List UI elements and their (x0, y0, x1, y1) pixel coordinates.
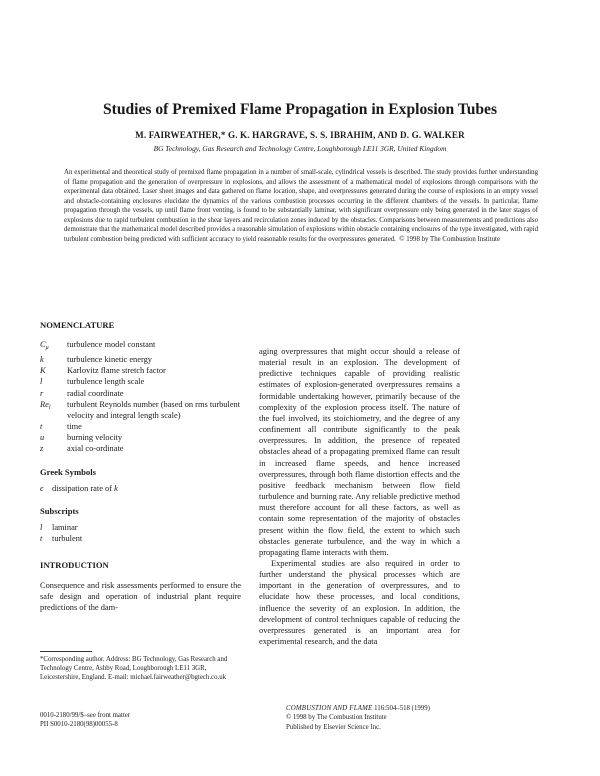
author-affiliation: BG Technology, Gas Research and Technology Centre, Loughborough LE11 3GR, United Kingdom (153, 144, 447, 153)
abstract-text: An experimental and theoretical study of premixed flame propagation in a number of small-scale, cylindrical vessels is described. The study provides further understanding of flame propagation and the generation of overpressure in explosions, and allows the assessment of a mathematical model of explosions through comparisons with the experimental data obtained. Laser sheet images and data gathered on flame location, shape, and overpressures generated during the course of explosions in an empty vessel and obstacle-containing enclosures elucidate the dynamics of the various combustion processes occurring in the different chambers of the vessels. In particular, flame propagation through the vessels, up until flame front venting, is found to be substantially laminar, with significant overpressure only being generated in the later stages of explosions due to rapid turbulent combustion in the shear layers and recirculation zones induced by the obstacles. Comparisons between measurements and predictions also demonstrate that the mathematical model described provides a reasonable simulation of explosions within obstacle containing enclosures of the type investigated, with rapid turbulent combustion being predicted with sufficient accuracy to yield reasonable results for the overpressures generated. (64, 169, 538, 243)
greek-symbol-item (40, 483, 266, 494)
front-matter-info (40, 712, 250, 730)
journal-copyright: © 1998 by The Combustion Institute (286, 714, 387, 722)
issn-line: 0010-2180/99/$–see front matter (40, 712, 131, 719)
nomenclature-definition: turbulent Reynolds number (based on rms turbulent velocity and integral length scale) (67, 399, 241, 420)
journal-volume-pages: 116:504–518 (1999) (374, 705, 430, 712)
nomenclature-symbol: l (40, 377, 43, 387)
author-list: M. FAIRWEATHER,* G. K. HARGRAVE, S. S. IBRAHIM, AND D. G. WALKER (135, 130, 465, 140)
nomenclature-list (40, 339, 266, 455)
subscript-definition: laminar (52, 522, 78, 532)
introduction-heading: INTRODUCTION (40, 560, 109, 571)
journal-name: COMBUSTION AND FLAME (286, 705, 373, 712)
nomenclature-definition: Karlovitz flame stretch factor (67, 366, 166, 376)
greek-symbol: ϵ (40, 483, 44, 493)
introduction-paragraph: Experimental studies are also required in order to further understand the physical processes which are important in the generation of overpressures, and to elucidate how these processes, and local conditions, influence the severity of an explosion. In addition, the development of control techniques capable of reducing the overpressures generated is an important area for experimental research, and the data (259, 558, 460, 647)
pii-line: PII S0010-2180(98)00055-8 (40, 720, 118, 728)
nomenclature-definition: radial coordinate (67, 388, 124, 398)
nomenclature-symbol: k (40, 355, 44, 365)
introduction-text-left: Consequence and risk assessments performed to ensure the safe design and operation of industrial plant require predictions of the dam- (40, 581, 241, 613)
abstract (64, 168, 538, 244)
nomenclature-definition: axial co-ordinate (67, 444, 124, 454)
greek-symbols-heading: Greek Symbols (40, 466, 96, 477)
nomenclature-item (40, 421, 266, 432)
subscript-symbol: t (40, 533, 43, 543)
nomenclature-symbol: u (40, 433, 45, 443)
journal-publisher: Published by Elsevier Science Inc. (286, 723, 381, 731)
nomenclature-symbol: z (40, 444, 44, 454)
abstract-copyright: © 1998 by The Combustion Institute (399, 235, 500, 243)
nomenclature-symbol: t (40, 422, 43, 432)
paper-title: Studies of Premixed Flame Propagation in Explosion Tubes (102, 101, 498, 118)
subscripts-list (40, 522, 266, 544)
nomenclature-definition: time (67, 422, 82, 432)
nomenclature-item (40, 443, 266, 454)
nomenclature-item (40, 365, 266, 376)
nomenclature-definition: turbulence model constant (67, 340, 156, 349)
subscript-definition: turbulent (52, 533, 83, 543)
subscript-item (40, 522, 266, 533)
greek-definition: dissipation rate of k (52, 483, 118, 493)
nomenclature-item (40, 339, 266, 354)
nomenclature-symbol: r (40, 388, 44, 398)
nomenclature-symbol: K (40, 366, 46, 376)
footnote-rule (40, 651, 92, 652)
left-column (40, 320, 266, 614)
nomenclature-heading: NOMENCLATURE (40, 320, 115, 330)
nomenclature-definition: turbulence length scale (67, 377, 145, 387)
subscript-symbol: l (40, 522, 43, 532)
nomenclature-symbol: $C_\mu$ (40, 340, 49, 351)
subscripts-heading: Subscripts (40, 505, 79, 516)
journal-citation (286, 704, 430, 713)
nomenclature-item (40, 376, 266, 387)
journal-reference (286, 704, 430, 732)
nomenclature-item (40, 432, 266, 443)
nomenclature-definition: burning velocity (67, 433, 123, 443)
introduction-paragraph: aging overpressures that might occur should a release of material result in an explosion. The development of predictive techniques capable of providing realistic estimates of explosion-generated overpressures remains a formidable undertaking however, primarily because of the complexity of the explosion process itself. The nature of the fuel involved, its stoichiometry, and the degree of any confinement all contribute significantly to the peak overpressures. In addition, the presence of repeated obstacles ahead of a propagating premixed flame can result in increased flame speeds, and hence increased overpressures, through both flame distortion effects and the positive feedback mechanism between flow field turbulence and burning rate. Any reliable predictive method must therefore account for all these factors, as well as contain some representation of the majority of obstacles present within the flow field, the extent to which such obstacles generate turbulence, and the way in which a propagating flame interacts with them. (259, 347, 460, 557)
nomenclature-item (40, 399, 266, 421)
nomenclature-definition: turbulence kinetic energy (67, 355, 152, 365)
nomenclature-item (40, 354, 266, 365)
nomenclature-symbol: $Re_l$ (40, 399, 51, 411)
corresponding-author-footnote: *Corresponding author. Address: BG Technology, Gas Research and Technology Centre, Ashby Road, Loughborough LE11 3GR, Leicestershire, England. E-mail: michael.fairweather@bgtech.co.uk (40, 656, 228, 681)
nomenclature-item (40, 388, 266, 399)
subscript-item (40, 533, 266, 544)
right-column (259, 346, 460, 647)
